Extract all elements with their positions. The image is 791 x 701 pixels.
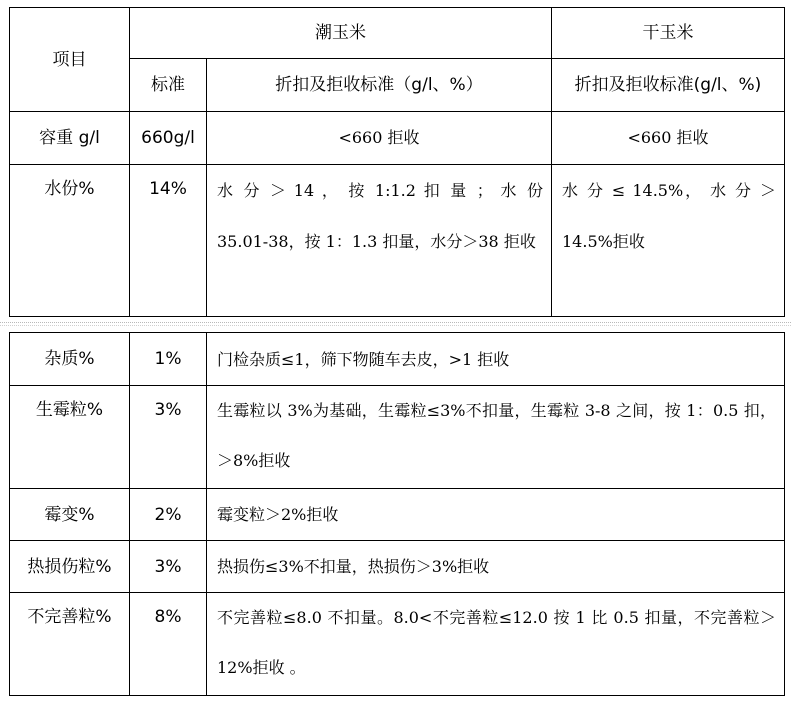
row-item-moisture: 水份%: [10, 165, 130, 317]
row-dry-rule-bulk-density: <660 拒收: [552, 112, 785, 165]
row-rule-moldy-kernel: 生霉粒以 3%为基础，生霉粒≤3%不扣量，生霉粒 3-8 之间，按 1：0.5 扣，＞8%拒收: [207, 386, 785, 489]
header-wet-corn: 潮玉米: [130, 8, 552, 59]
header-item: 项目: [10, 8, 130, 112]
row-item-impurity: 杂质%: [10, 333, 130, 386]
header-standard: 标准: [130, 59, 207, 112]
row-item-heat-damaged: 热损伤粒%: [10, 541, 130, 593]
row-wet-rule-bulk-density: <660 拒收: [207, 112, 552, 165]
row-rule-mildew: 霉变粒＞2%拒收: [207, 489, 785, 541]
row-standard-bulk-density: 660g/l: [130, 112, 207, 165]
quality-deduction-table: [9, 332, 785, 696]
row-item-mildew: 霉变%: [10, 489, 130, 541]
header-dry-rule: 折扣及拒收标准(g/l、%): [552, 59, 785, 112]
row-standard-imperfect-kernel: 8%: [130, 593, 207, 696]
row-rule-impurity: 门检杂质≤1，筛下物随车去皮，>1 拒收: [207, 333, 785, 386]
row-rule-imperfect-kernel: 不完善粒≤8.0 不扣量。8.0<不完善粒≤12.0 按 1 比 0.5 扣量，不完善粒＞12%拒收 。: [207, 593, 785, 696]
row-standard-moisture: 14%: [130, 165, 207, 317]
row-dry-rule-moisture: 水 分 ≤ 14.5%， 水 分 ＞ 14.5%拒收: [552, 165, 785, 317]
row-standard-heat-damaged: 3%: [130, 541, 207, 593]
row-wet-rule-moisture: 水 分 ＞ 14 ， 按 1:1.2 扣 量 ； 水 份 35.01-38，按 1：1.3 扣量，水分＞38 拒收: [207, 165, 552, 317]
page-break-line: [0, 322, 791, 327]
row-rule-heat-damaged: 热损伤≤3%不扣量，热损伤＞3%拒收: [207, 541, 785, 593]
row-item-bulk-density: 容重 g/l: [10, 112, 130, 165]
row-standard-moldy-kernel: 3%: [130, 386, 207, 489]
row-item-moldy-kernel: 生霉粒%: [10, 386, 130, 489]
row-standard-mildew: 2%: [130, 489, 207, 541]
header-dry-corn: 干玉米: [552, 8, 785, 59]
row-item-imperfect-kernel: 不完善粒%: [10, 593, 130, 696]
wet-dry-corn-table: [9, 7, 785, 317]
header-wet-rule: 折扣及拒收标准（g/l、%）: [207, 59, 552, 112]
row-standard-impurity: 1%: [130, 333, 207, 386]
